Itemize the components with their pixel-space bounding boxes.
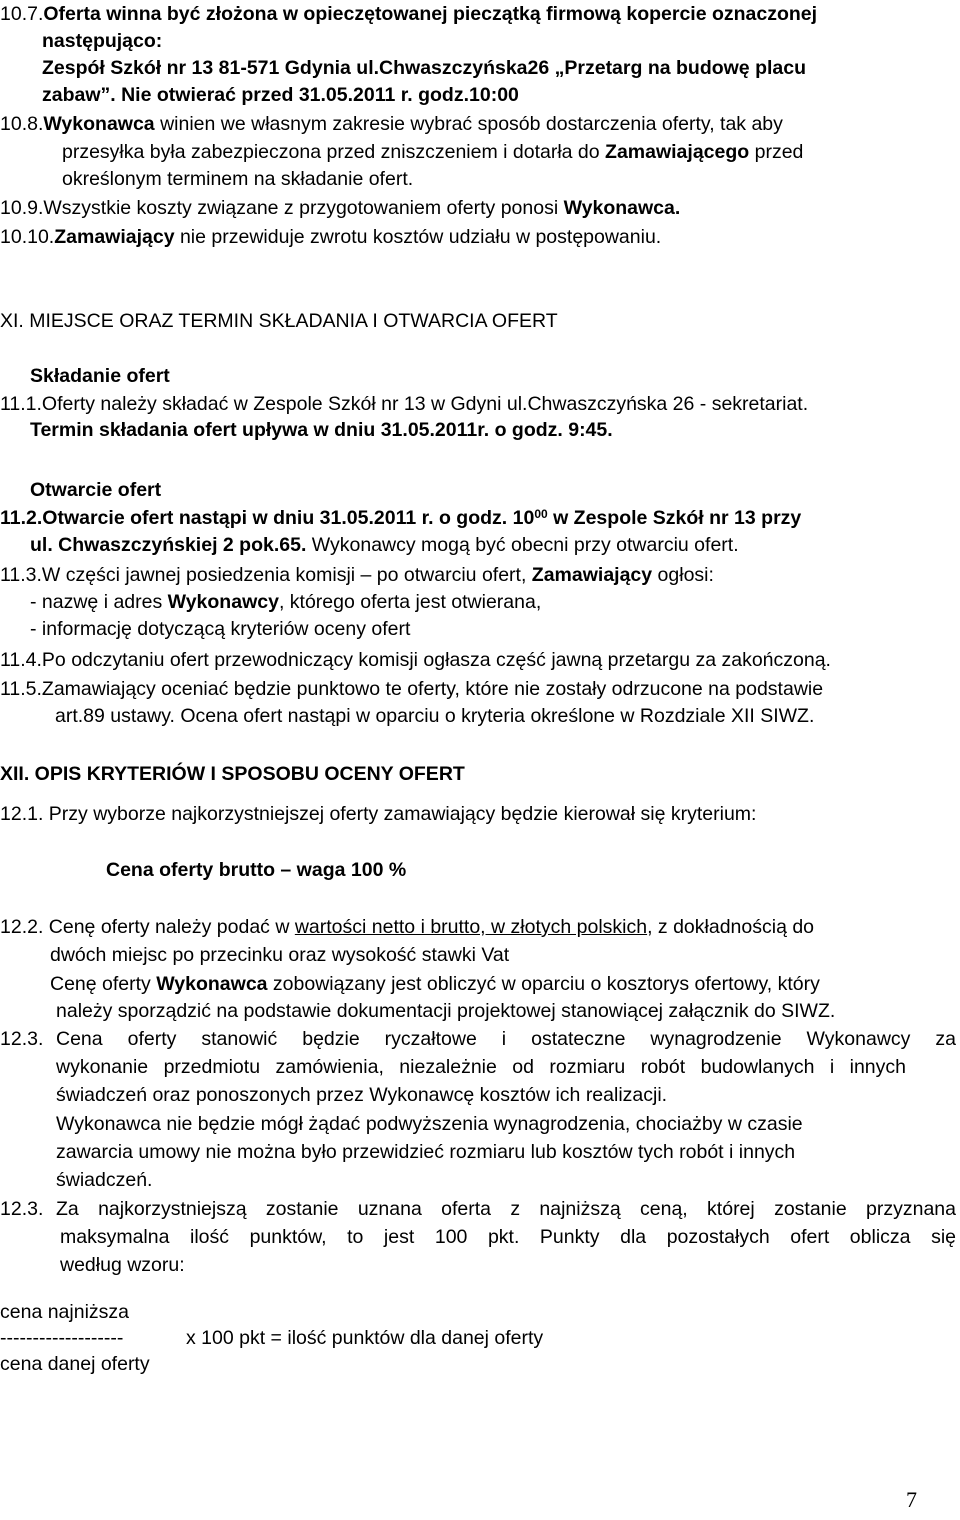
section-12-2-line2: dwóch miejsc po przecinku oraz wysokość stawki Vat	[50, 944, 510, 966]
bold-term: Wykonawca	[43, 113, 155, 135]
formula-denominator: cena danej oferty	[0, 1353, 150, 1375]
section-12-1: 12.1. Przy wyborze najkorzystniejszej oferty zamawiający będzie kierował się kryterium:	[0, 803, 757, 825]
item-text: przesyłka była zabezpieczona przed zniszczeniem i dotarła do	[62, 141, 606, 163]
section-12-3-line5: zawarcia umowy nie można było przewidzieć rozmiaru lub kosztów tych robót i innych	[56, 1141, 796, 1163]
formula-fraction-bar: -------------------	[0, 1327, 124, 1349]
section-10-8-line3: określonym terminem na składanie ofert.	[62, 168, 414, 190]
section-12-2-line1	[0, 915, 814, 939]
item-text: nie przewiduje zwrotu kosztów udziału w postępowaniu.	[174, 226, 662, 248]
item-text: Cenę oferty	[50, 973, 157, 995]
section-10-9	[0, 196, 680, 220]
item-text: , z dokładnością do	[647, 916, 815, 938]
underlined-text: wartości netto i brutto, w złotych polskich	[294, 916, 648, 938]
page-number: 7	[906, 1487, 917, 1512]
section-12-3-line6: świadczeń.	[56, 1169, 153, 1191]
section-xii-heading: XII. OPIS KRYTERIÓW I SPOSOBU OCENY OFERT	[0, 763, 465, 785]
item-text: Wykonawcy mogą być obecni przy otwarciu ofert.	[306, 534, 739, 556]
item-text: Oferta winna być złożona w opieczętowanej pieczątką firmową kopercie oznaczonej	[43, 3, 818, 25]
section-12-3b-number: 12.3.	[0, 1198, 44, 1220]
bold-term: Zamawiającego	[605, 141, 750, 163]
section-12-3-line3: świadczeń oraz ponoszonych przez Wykonawcę kosztów ich realizacji.	[56, 1084, 668, 1106]
item-text: ogłosi:	[652, 564, 714, 586]
item-text: 11.3.W części jawnej posiedzenia komisji – po otwarciu ofert,	[0, 564, 532, 586]
bold-term: Zamawiający	[54, 226, 175, 248]
subheading-submission: Składanie ofert	[30, 365, 170, 387]
section-11-5-line1: 11.5.Zamawiający oceniać będzie punktowo te oferty, które nie zostały odrzucone na podstawie	[0, 678, 824, 700]
section-12-2-line3	[50, 972, 820, 996]
section-11-3-line3: - informację dotyczącą kryteriów oceny ofert	[30, 618, 411, 640]
section-12-3b-line1: Za najkorzystniejszą zostanie uznana oferta z najniższą ceną, której zostanie przyznana	[56, 1198, 956, 1220]
section-11-2-line2	[30, 533, 739, 557]
section-12-3-line1: Cena oferty stanowić będzie ryczałtowe i ostateczne wynagrodzenie Wykonawcy za	[56, 1028, 956, 1050]
section-12-3-line2: wykonanie przedmiotu zamówienia, niezależnie od rozmiaru robót budowlanych i innych	[56, 1056, 906, 1078]
criterion: Cena oferty brutto – waga 100 %	[106, 859, 407, 881]
formula-numerator: cena najniższa	[0, 1301, 129, 1323]
item-text: , którego oferta jest otwierana,	[278, 591, 542, 613]
section-10-8-line2	[62, 140, 803, 164]
section-12-3-line4: Wykonawca nie będzie mógł żądać podwyższenia wynagrodzenia, chociażby w czasie	[56, 1113, 803, 1135]
formula-expression: x 100 pkt = ilość punktów dla danej oferty	[186, 1327, 544, 1349]
section-xi-heading: XI. MIEJSCE ORAZ TERMIN SKŁADANIA I OTWARCIA OFERT	[0, 310, 558, 332]
section-12-3b-line2: maksymalna ilość punktów, to jest 100 pkt. Punkty dla pozostałych ofert oblicza się	[60, 1226, 956, 1248]
item-text: Wszystkie koszty związane z przygotowaniem oferty ponosi	[43, 197, 564, 219]
item-text: - nazwę i adres	[30, 591, 168, 613]
section-11-1: 11.1.Oferty należy składać w Zespole Szkół nr 13 w Gdyni ul.Chwaszczyńska 26 - sekretariat.	[0, 393, 809, 415]
section-10-8-line1	[0, 112, 783, 136]
subheading-opening: Otwarcie ofert	[30, 479, 162, 501]
item-number: 10.9.	[0, 197, 44, 219]
bold-term: ul. Chwaszczyńskiej 2 pok.65.	[30, 534, 307, 556]
section-11-5-line2: art.89 ustawy. Ocena ofert nastąpi w oparciu o kryteria określone w Rozdziale XII SIWZ.	[55, 705, 815, 727]
item-text: w Zespole Szkół nr 13 przy	[547, 507, 802, 529]
section-10-7-line3: Zespół Szkół nr 13 81-571 Gdynia ul.Chwaszczyńska26 „Przetarg na budowę placu	[42, 57, 807, 79]
bold-term: Wykonawca	[156, 973, 268, 995]
bold-term: Wykonawcy	[167, 591, 279, 613]
item-text: 12.2. Cenę oferty należy podać w	[0, 916, 295, 938]
item-text: winien we własnym zakresie wybrać sposób dostarczenia oferty, tak aby	[154, 113, 783, 135]
section-11-2-line1	[0, 506, 801, 530]
section-12-3-number: 12.3.	[0, 1028, 44, 1050]
section-12-3b-line3: według wzoru:	[60, 1254, 185, 1276]
submission-deadline: Termin składania ofert upływa w dniu 31.05.2011r. o godz. 9:45.	[30, 419, 613, 441]
section-10-10	[0, 225, 661, 249]
item-number: 10.8.	[0, 113, 44, 135]
section-10-7-line2: następująco:	[42, 30, 163, 52]
section-12-2-line4: należy sporządzić na podstawie dokumentacji projektowej stanowiącej załącznik do SIWZ.	[56, 1000, 836, 1022]
bold-term: Wykonawca.	[563, 197, 681, 219]
item-text: zobowiązany jest obliczyć w oparciu o kosztorys ofertowy, który	[267, 973, 820, 995]
item-text: 11.2.Otwarcie ofert nastąpi w dniu 31.05.2011 r. o godz. 10	[0, 507, 535, 529]
section-10-7-line4: zabaw”. Nie otwierać przed 31.05.2011 r. godz.10:00	[42, 84, 519, 106]
section-11-3-line1	[0, 563, 714, 587]
item-text: przed	[749, 141, 804, 163]
item-number: 10.7.	[0, 3, 44, 25]
section-10-7-line1	[0, 2, 817, 26]
time-superscript: 00	[534, 507, 548, 521]
section-11-3-line2	[30, 590, 541, 614]
bold-term: Zamawiający	[531, 564, 653, 586]
item-number: 10.10.	[0, 226, 55, 248]
section-11-4: 11.4.Po odczytaniu ofert przewodniczący komisji ogłasza część jawną przetargu za zakończoną.	[0, 649, 831, 671]
